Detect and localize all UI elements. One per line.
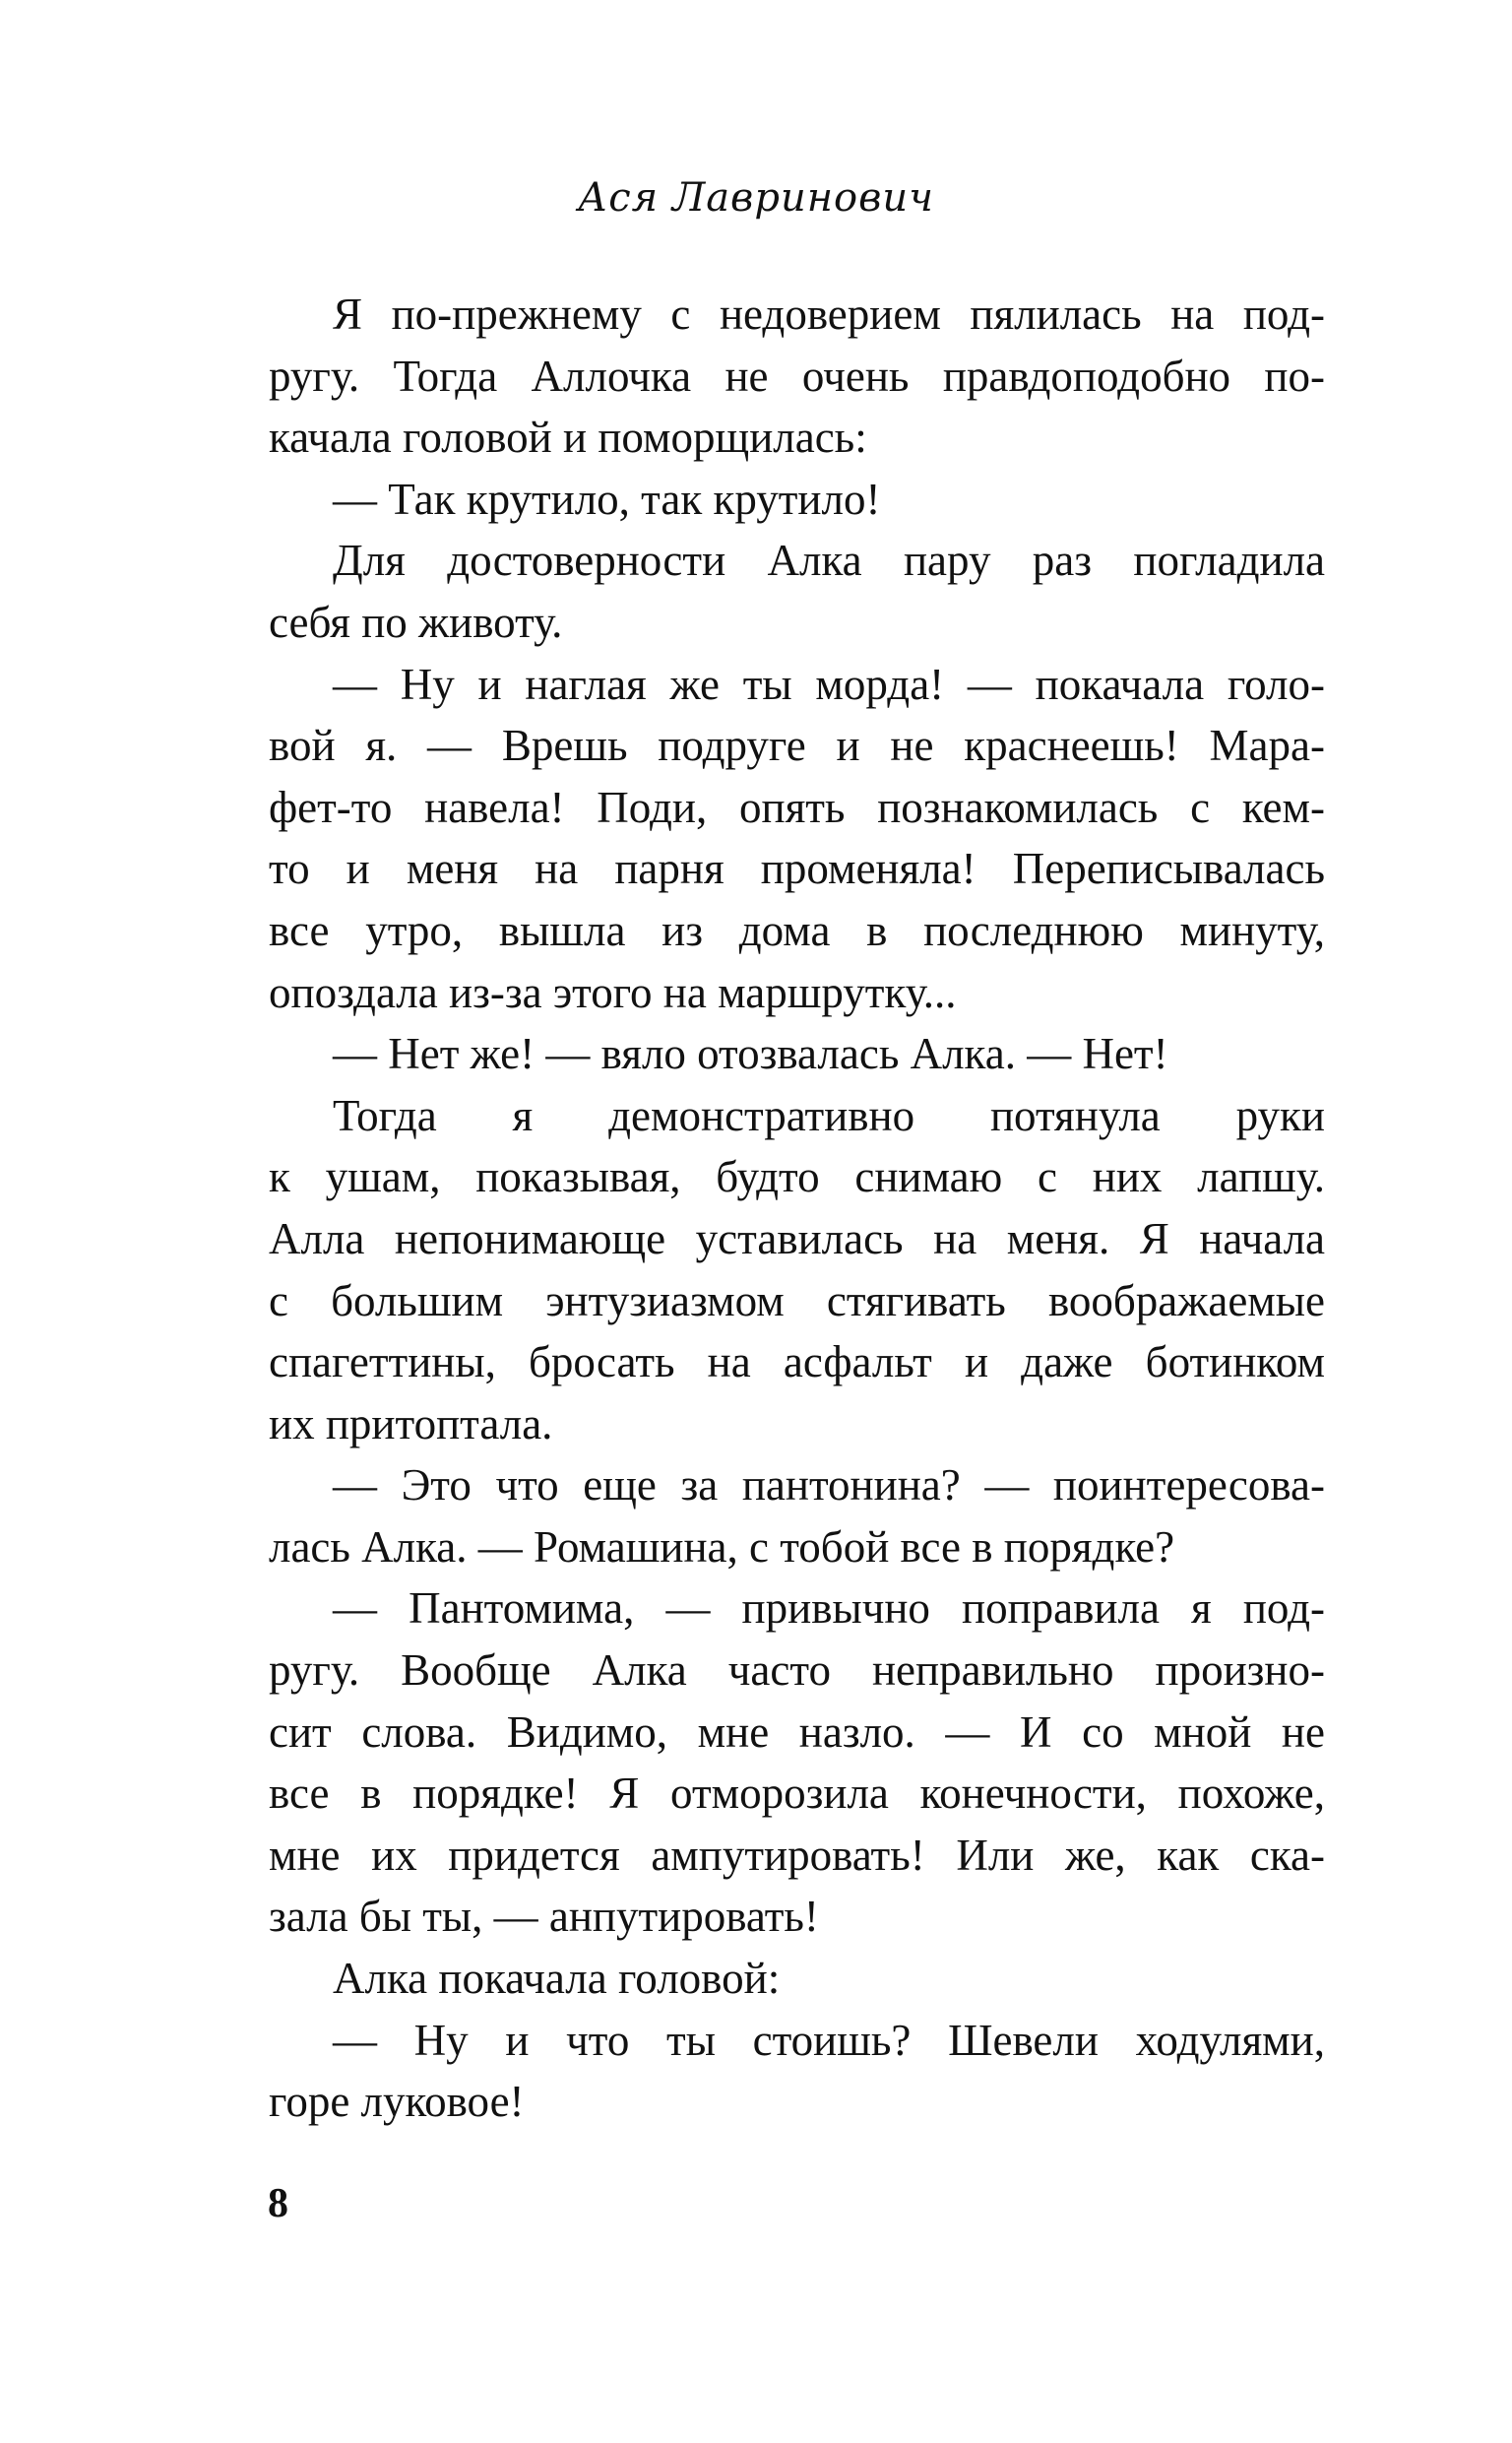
text-line: Тогда я демонстративно потянула руки — [333, 1090, 1325, 1140]
text-line: ругу. Вообще Алка часто неправильно произно- — [269, 1645, 1325, 1696]
text-line: качала головой и поморщилась: — [269, 413, 867, 463]
running-header-author: Ася Лавринович — [577, 175, 935, 221]
text-line: — Так крутило, так крутило! — [333, 474, 881, 524]
text-line: — Нет же! — вяло отозвалась Алка. — Нет! — [333, 1029, 1168, 1079]
text-line: к ушам, показывая, будто снимаю с них лапшу. — [269, 1152, 1325, 1202]
text-line: Алла непонимающе уставилась на меня. Я начала — [269, 1213, 1325, 1263]
text-line: с большим энтузиазмом стягивать воображаемые — [269, 1275, 1325, 1325]
text-line: ругу. Тогда Аллочка не очень правдоподобно по- — [269, 351, 1325, 401]
text-line: — Ну и наглая же ты морда! — покачала голо- — [333, 659, 1325, 709]
text-line: все в порядке! Я отморозила конечности, похоже, — [269, 1768, 1325, 1819]
text-line: фет-то навела! Поди, опять познакомилась с кем- — [269, 782, 1325, 832]
text-line: спагеттины, бросать на асфальт и даже ботинком — [269, 1337, 1325, 1387]
body-text — [269, 284, 1325, 2133]
text-line: вой я. — Врешь подруге и не краснеешь! Мара- — [269, 721, 1325, 771]
text-line: себя по животу. — [269, 597, 563, 647]
text-line: — Ну и что ты стоишь? Шевели ходулями, — [333, 2015, 1325, 2065]
text-line: горе луковое! — [269, 2077, 525, 2127]
text-line: Для достоверности Алка пару раз погладила — [333, 536, 1325, 586]
text-line: лась Алка. — Ромашина, с тобой все в порядке? — [269, 1521, 1175, 1572]
text-line: — Пантомима, — привычно поправила я под- — [333, 1583, 1325, 1634]
text-line: все утро, вышла из дома в последнюю минуту, — [269, 905, 1325, 955]
text-line: опоздала из-за этого на маршрутку... — [269, 967, 957, 1017]
text-line: мне их придется ампутировать! Или же, как ска- — [269, 1830, 1325, 1880]
text-line: Алка покачала головой: — [333, 1954, 781, 2004]
text-line: зала бы ты, — анпутировать! — [269, 1892, 819, 1942]
text-line: то и меня на парня променяла! Переписывалась — [269, 844, 1325, 894]
text-line: Я по-прежнему с недоверием пялилась на под- — [333, 289, 1325, 339]
text-line: сит слова. Видимо, мне назло. — И со мной не — [269, 1706, 1325, 1757]
page-number: 8 — [268, 2181, 288, 2226]
text-line: — Это что еще за пантонина? — поинтересова- — [333, 1460, 1325, 1511]
text-line: их притоптала. — [269, 1398, 553, 1448]
